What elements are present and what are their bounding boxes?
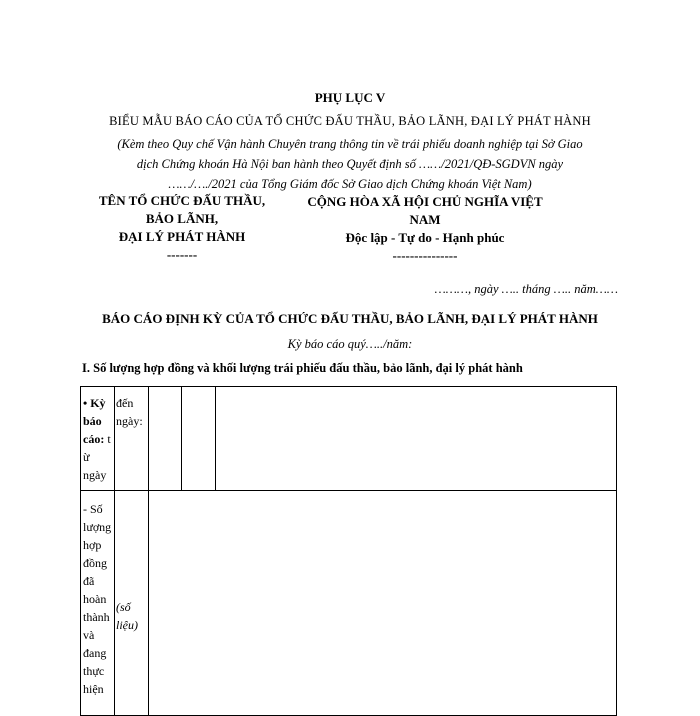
appendix-title: PHỤ LỤC V (314, 90, 386, 105)
country-name: CỘNG HÒA XÃ HỘI CHỦ NGHĨA VIỆT NAM (307, 194, 543, 227)
report-title: BÁO CÁO ĐỊNH KỲ CỦA TỔ CHỨC ĐẤU THẦU, BẢO LÃNH, ĐẠI LÝ PHÁT HÀNH (102, 311, 598, 326)
motto-dashes: --------------- (392, 248, 458, 263)
org-line: BẢO LÃNH, (145, 211, 219, 226)
data-table (80, 386, 617, 716)
motto: Độc lập - Tự do - Hạnh phúc (345, 230, 505, 245)
table-col-divider (181, 386, 182, 490)
org-dashes: ------- (166, 247, 198, 262)
table-cell-data-placeholder: (số liệu) (116, 600, 138, 632)
report-period: Kỳ báo cáo quý…../năm: (287, 337, 413, 351)
table-cell-contract-count-label: - Số lượng hợp đồng đã hoàn thành và đang thực hiện (83, 502, 112, 696)
table-col-divider (215, 386, 216, 490)
date-line: ………, ngày ….. tháng ….. năm…… (434, 282, 618, 296)
org-line: ĐẠI LÝ PHÁT HÀNH (118, 229, 246, 244)
national-motto-block (300, 193, 550, 265)
form-subtitle (70, 134, 630, 194)
organization-name-block (82, 192, 282, 264)
subtitle-line: dịch Chứng khoán Hà Nội ban hành theo Quyết định số ……/2021/QĐ-SGDVN ngày (136, 157, 564, 171)
section-heading: I. Số lượng hợp đồng và khối lượng trái phiếu đấu thầu, bảo lãnh, đại lý phát hành (82, 361, 523, 375)
subtitle-line: ……/…./2021 của Tổng Giám đốc Sở Giao dịch Chứng khoán Việt Nam) (168, 177, 532, 191)
table-cell-period-to: đến ngày: (116, 396, 143, 428)
form-title: BIỂU MẪU BÁO CÁO CỦA TỔ CHỨC ĐẤU THẦU, BẢO LÃNH, ĐẠI LÝ PHÁT HÀNH (109, 114, 591, 128)
subtitle-line: (Kèm theo Quy chế Vận hành Chuyên trang thông tin về trái phiếu doanh nghiệp tại Sở Giao (117, 137, 583, 151)
org-line: TÊN TỔ CHỨC ĐẤU THẦU, (98, 193, 266, 208)
table-cell-period-from: • Kỳ báo cáo: t ừ ngày (83, 396, 111, 482)
table-row-divider (80, 490, 617, 491)
